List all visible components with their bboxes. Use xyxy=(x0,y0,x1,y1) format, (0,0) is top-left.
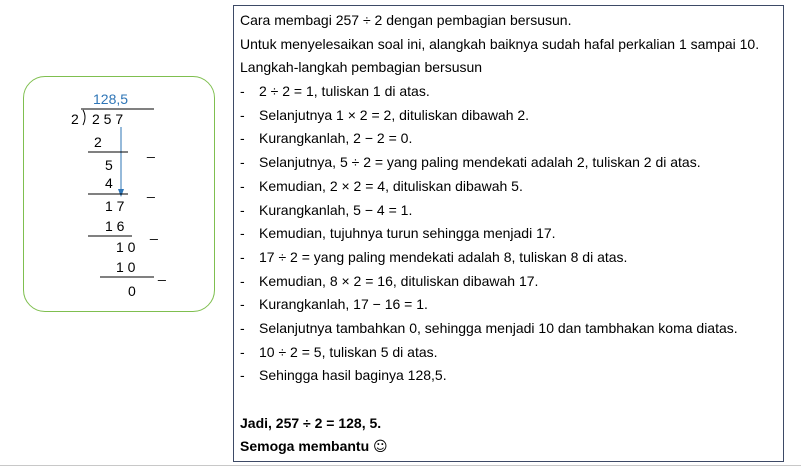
smiley-icon: ☺ xyxy=(373,439,388,456)
conclusion: Jadi, 257 ÷ 2 = 128, 5. xyxy=(240,414,382,431)
closing-text: Semoga membantu xyxy=(240,438,370,455)
bullet-dash: - xyxy=(240,319,245,336)
quotient: 128,5 xyxy=(93,91,129,107)
remainder-2: 1 7 xyxy=(105,198,125,214)
bullet-dash: - xyxy=(240,225,245,242)
closing-line xyxy=(240,435,777,459)
minus-sign-1: _ xyxy=(147,142,155,158)
subtrahend-2: 4 xyxy=(105,175,113,191)
step-text: Kurangkanlah, 2 − 2 = 0. xyxy=(259,130,413,147)
bullet-dash: - xyxy=(240,106,245,123)
division-bracket xyxy=(83,110,85,125)
step-item xyxy=(240,151,777,175)
step-item xyxy=(240,222,777,246)
step-text: Kurangkanlah, 17 − 16 = 1. xyxy=(259,296,428,313)
step-text: Selanjutnya tambahkan 0, sehingga menjadi 10 dan tambhakan koma diatas. xyxy=(259,319,738,336)
step-text: Kemudian, 8 × 2 = 16, dituliskan dibawah 17. xyxy=(259,272,539,289)
bullet-dash: - xyxy=(240,296,245,313)
subtrahend-4: 1 0 xyxy=(116,259,136,275)
step-item xyxy=(240,364,777,388)
long-division-card xyxy=(23,76,215,312)
bullet-dash: - xyxy=(240,367,245,384)
step-text: Sehingga hasil baginya 128,5. xyxy=(259,367,447,384)
bullet-dash: - xyxy=(240,201,245,218)
step-text: Kemudian, tujuhnya turun sehingga menjadi 17. xyxy=(259,225,556,242)
bring-down-arrow-head-icon xyxy=(118,189,124,197)
step-item xyxy=(240,175,777,199)
step-text: 17 ÷ 2 = yang paling mendekati adalah 8, tuliskan 8 di atas. xyxy=(259,248,628,265)
steps-heading: Langkah-langkah pembagian bersusun xyxy=(240,59,483,76)
minus-sign-4: _ xyxy=(158,265,166,281)
intro-line-2: Untuk menyelesaikan soal ini, alangkah baiknya sudah hafal perkalian 1 sampai 10. xyxy=(240,35,760,52)
step-text: Kurangkanlah, 5 − 4 = 1. xyxy=(259,201,413,218)
step-item xyxy=(240,317,777,341)
bullet-dash: - xyxy=(240,130,245,147)
minus-sign-3: _ xyxy=(150,224,158,240)
step-item xyxy=(240,341,777,365)
bullet-dash: - xyxy=(240,343,245,360)
bullet-dash: - xyxy=(240,83,245,100)
remainder-3: 1 0 xyxy=(116,239,136,255)
page-bottom-rule xyxy=(0,465,801,466)
step-item xyxy=(240,199,777,223)
subtrahend-3: 1 6 xyxy=(105,218,125,234)
step-text: Kemudian, 2 × 2 = 4, dituliskan dibawah 5. xyxy=(259,177,523,194)
dividend: 2 5 7 xyxy=(92,111,124,127)
step-text: Selanjutnya, 5 ÷ 2 = yang paling mendekati adalah 2, tuliskan 2 di atas. xyxy=(259,154,701,171)
step-text: 10 ÷ 2 = 5, tuliskan 5 di atas. xyxy=(259,343,438,360)
spacer xyxy=(240,388,777,412)
subtrahend-1: 2 xyxy=(94,134,102,150)
explanation-box xyxy=(233,5,784,462)
long-division-figure xyxy=(24,77,216,313)
step-item xyxy=(240,80,777,104)
remainder-1: 5 xyxy=(105,157,113,173)
minus-sign-2: _ xyxy=(147,182,155,198)
bullet-dash: - xyxy=(240,177,245,194)
step-item xyxy=(240,127,777,151)
step-item xyxy=(240,246,777,270)
bullet-dash: - xyxy=(240,248,245,265)
step-item xyxy=(240,270,777,294)
intro-line-1: Cara membagi 257 ÷ 2 dengan pembagian bersusun. xyxy=(240,12,572,28)
bullet-dash: - xyxy=(240,154,245,171)
step-item xyxy=(240,293,777,317)
step-item xyxy=(240,104,777,128)
divisor: 2 xyxy=(71,111,79,127)
bullet-dash: - xyxy=(240,272,245,289)
step-text: Selanjutnya 1 × 2 = 2, dituliskan dibawah 2. xyxy=(259,106,530,123)
remainder-4: 0 xyxy=(128,283,136,299)
step-text: 2 ÷ 2 = 1, tuliskan 1 di atas. xyxy=(259,83,430,100)
